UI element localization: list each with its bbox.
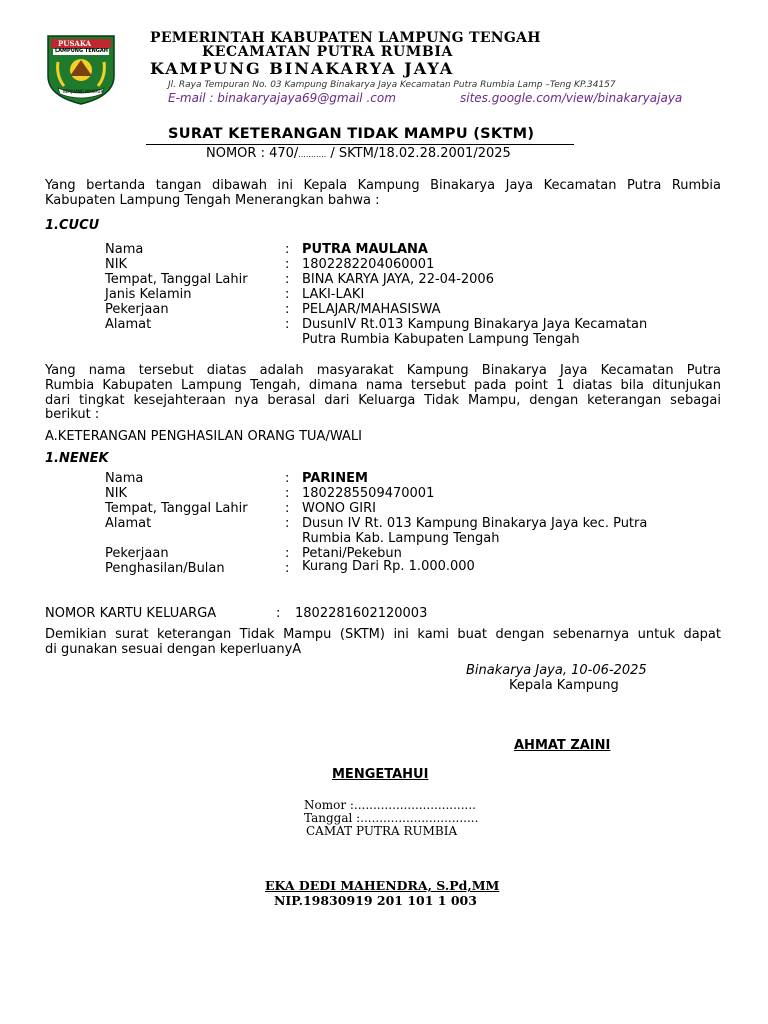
cucu-value-job: PELAJAR/MAHASISWA (302, 302, 441, 317)
cucu-value-gender: LAKI-LAKI (302, 287, 365, 302)
cucu-colon-gender: : (285, 287, 290, 302)
nenek-value-address-2: Rumbia Kab. Lampung Tengah (302, 531, 500, 546)
signature-place-date: Binakarya Jaya, 10-06-2025 (466, 663, 647, 678)
nenek-label-income: Penghasilan/Bulan (105, 561, 225, 576)
document-title: SURAT KETERANGAN TIDAK MAMPU (SKTM) (168, 126, 535, 142)
camat-name: EKA DEDI MAHENDRA, S.Pd,MM (265, 878, 500, 893)
mengetahui-heading: MENGETAHUI (332, 767, 429, 782)
header-address: Jl. Raya Tempuran No. 03 Kampung Binakarya Jaya Kecamatan Putra Rumbia Lamp –Teng KP.34157 (168, 80, 616, 90)
section-cucu-heading: 1.CUCU (45, 218, 100, 233)
nenek-label-ttl: Tempat, Tanggal Lahir (105, 501, 248, 516)
header-village: KAMPUNG BINAKARYA JAYA (150, 59, 455, 78)
cucu-label-nama: Nama (105, 242, 144, 257)
para2-line-2: Rumbia Kabupaten Lampung Tengah, dimana nama tersebut pada point 1 diatas bila ditunjukan (45, 378, 721, 393)
nenek-label-nama: Nama (105, 471, 144, 486)
camat-nomor: Nomor :................................ (304, 798, 476, 812)
camat-office: CAMAT PUTRA RUMBIA (306, 824, 458, 838)
closing-line-1: Demikian surat keterangan Tidak Mampu (SKTM) ini kami buat dengan sebenarnya untuk dapat (45, 627, 721, 642)
cucu-value-nik: 1802282204060001 (302, 257, 435, 272)
logo-top-text: PUSAKA (58, 39, 92, 48)
nenek-value-job: Petani/Pekebun (302, 546, 402, 561)
header-district: KECAMATAN PUTRA RUMBIA (202, 44, 453, 60)
cucu-colon-nama: : (285, 242, 290, 257)
nenek-colon-ttl: : (285, 501, 290, 516)
signature-position: Kepala Kampung (509, 678, 619, 693)
kk-value: 1802281602120003 (295, 606, 428, 621)
cucu-label-job: Pekerjaan (105, 302, 169, 317)
cucu-value-address-2: Putra Rumbia Kabupaten Lampung Tengah (302, 332, 580, 347)
section-a-heading: A.KETERANGAN PENGHASILAN ORANG TUA/WALI (45, 429, 362, 444)
cucu-label-nik: NIK (105, 257, 128, 272)
cucu-value-nama: PUTRA MAULANA (302, 242, 428, 257)
cucu-colon-nik: : (285, 257, 290, 272)
nomor-suffix: / SKTM/18.02.28.2001/2025 (326, 146, 511, 161)
cucu-label-address: Alamat (105, 317, 152, 332)
nenek-value-address: Dusun IV Rt. 013 Kampung Binakarya Jaya kec. Putra (302, 516, 648, 531)
regency-logo (44, 32, 118, 106)
nomor-prefix: NOMOR : 470/ (206, 146, 299, 161)
header-email[interactable]: E-mail : binakaryajaya69@gmail .com (168, 91, 396, 105)
logo-band-text: LAMPUNG TENGAH (55, 48, 108, 54)
kk-colon: : (276, 606, 281, 621)
nenek-colon-income: : (285, 561, 290, 576)
nenek-colon-nik: : (285, 486, 290, 501)
document-number (206, 146, 511, 161)
para2-line-3: dari tingkat kesejahteraan nya berasal dari Keluarga Tidak Mampu, dengan keterangan sebagai (45, 393, 721, 408)
cucu-value-address: DusunIV Rt.013 Kampung Binakarya Jaya Kecamatan (302, 317, 648, 332)
cucu-colon-ttl: : (285, 272, 290, 287)
signature-name: AHMAT ZAINI (514, 738, 611, 753)
nenek-label-job: Pekerjaan (105, 546, 169, 561)
kk-label: NOMOR KARTU KELUARGA (45, 606, 217, 621)
title-underline (146, 144, 574, 145)
cucu-label-ttl: Tempat, Tanggal Lahir (105, 272, 248, 287)
section-nenek-heading: 1.NENEK (45, 451, 109, 466)
closing-line-2: di gunakan sesuai dengan keperluanyA (45, 642, 302, 657)
nenek-value-ttl: WONO GIRI (302, 501, 376, 516)
para2-line-4: berikut : (45, 407, 100, 422)
nenek-value-nama: PARINEM (302, 471, 368, 486)
nenek-colon-nama: : (285, 471, 290, 486)
nomor-blank: ........... (298, 150, 327, 159)
cucu-colon-address: : (285, 317, 290, 332)
para2-line-1: Yang nama tersebut diatas adalah masyarakat Kampung Binakarya Jaya Kecamatan Putra (45, 363, 721, 378)
intro-line-2: Kabupaten Lampung Tengah Menerangkan bahwa : (45, 193, 380, 208)
logo-ribbon-text: BERJUANG MAKMUR (63, 89, 104, 94)
nenek-value-nik: 1802285509470001 (302, 486, 435, 501)
header-website[interactable]: sites.google.com/view/binakaryajaya (460, 91, 683, 105)
nenek-value-income: Kurang Dari Rp. 1.000.000 (302, 559, 475, 574)
camat-tanggal: Tanggal :............................... (304, 811, 479, 825)
nenek-colon-job: : (285, 546, 290, 561)
camat-nip: NIP.19830919 201 101 1 003 (274, 893, 477, 908)
nenek-label-nik: NIK (105, 486, 128, 501)
intro-line-1: Yang bertanda tangan dibawah ini Kepala Kampung Binakarya Jaya Kecamatan Putra Rumbia (45, 178, 721, 193)
header-regency: PEMERINTAH KABUPATEN LAMPUNG TENGAH (150, 30, 541, 46)
cucu-colon-job: : (285, 302, 290, 317)
nenek-colon-address: : (285, 516, 290, 531)
cucu-value-ttl: BINA KARYA JAYA, 22-04-2006 (302, 272, 494, 287)
nenek-label-address: Alamat (105, 516, 152, 531)
cucu-label-gender: Janis Kelamin (105, 287, 192, 302)
